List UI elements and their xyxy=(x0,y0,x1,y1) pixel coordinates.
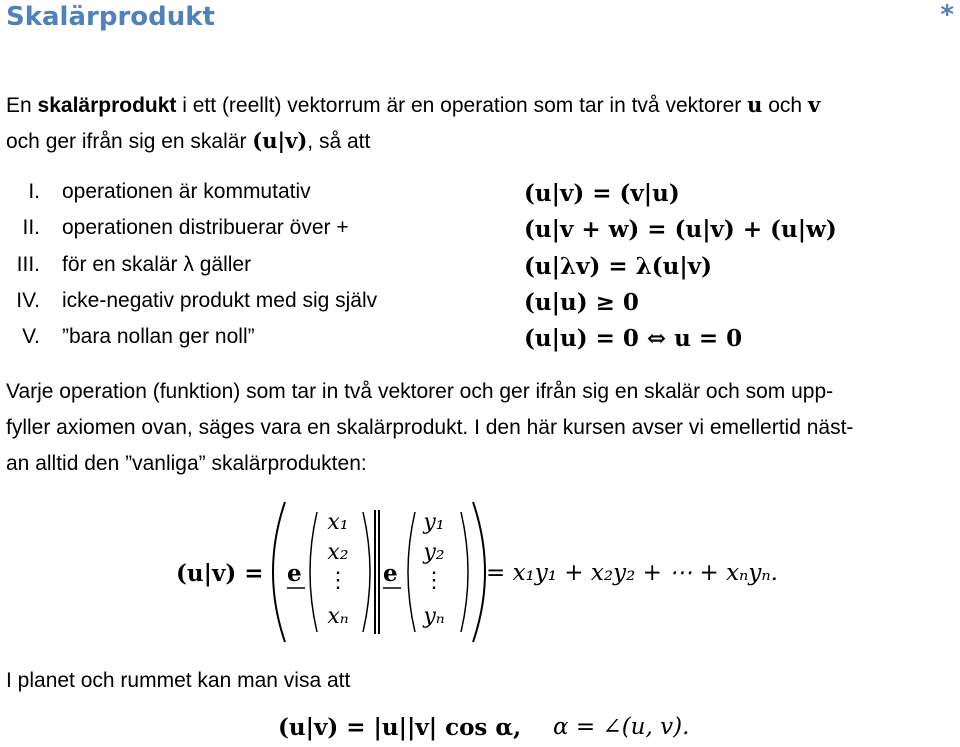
axiom-text: operationen är kommutativ xyxy=(62,180,311,203)
formula-lhs: (u|v) = xyxy=(176,560,264,587)
angle-definition: α = ∠(u, v). xyxy=(553,714,690,740)
x-vdots: ⋮ xyxy=(327,568,349,593)
axiom-formula: (u|u) = 0 ⇔ u = 0 xyxy=(524,325,743,352)
axiom-formula: (u|v + w) = (u|v) + (u|w) xyxy=(524,216,837,243)
x-component: x₁ xyxy=(327,510,349,535)
axiom-number: I. xyxy=(28,180,40,203)
asterisk-mark: * xyxy=(940,0,954,30)
basis-e: e xyxy=(287,560,302,587)
page-title: Skalärprodukt xyxy=(6,2,215,32)
axiom-item xyxy=(0,216,960,250)
intro-text: och xyxy=(762,94,808,117)
intro-text: En xyxy=(6,94,38,117)
axiom-text: ”bara nollan ger noll” xyxy=(62,325,255,348)
term-skalarprodukt: skalärprodukt xyxy=(37,94,177,117)
x-right-paren xyxy=(363,512,370,632)
cosine-formula: (u|v) = |u||v| cos α, xyxy=(278,714,522,741)
intro-text: , så att xyxy=(307,130,371,153)
y-vdots: ⋮ xyxy=(423,568,445,593)
axiom-item xyxy=(0,325,960,359)
axiom-item xyxy=(0,180,960,214)
intro-line-2 xyxy=(6,128,370,154)
basis-e: e xyxy=(383,560,398,587)
paragraph-line: I planet och rummet kan man visa att xyxy=(6,669,351,692)
outer-right-paren xyxy=(473,502,485,642)
y-right-paren xyxy=(461,512,468,632)
inline-formula: (u|v) xyxy=(252,128,308,153)
x-component: x₂ xyxy=(327,540,349,565)
vector-v: v xyxy=(807,92,821,117)
paragraph-line: Varje operation (funktion) som tar in två vektorer och ger ifrån sig en skalär och som upp- xyxy=(6,380,834,403)
axiom-text: för en skalär λ gäller xyxy=(62,253,252,276)
intro-text: i ett (reellt) vektorrum är en operation som tar in två vektorer xyxy=(176,94,748,117)
x-component: xₙ xyxy=(327,604,349,629)
axiom-number: IV. xyxy=(16,289,40,312)
intro-line-1 xyxy=(6,92,820,118)
paragraph-line: fyller axiomen ovan, säges vara en skalärprodukt. I den här kursen avser vi emellertid näst- xyxy=(6,416,854,439)
y-component: yₙ xyxy=(423,604,445,629)
formula-rhs: = x₁y₁ + x₂y₂ + ⋯ + xₙyₙ. xyxy=(486,560,778,586)
vector-u: u xyxy=(747,92,763,117)
axiom-number: II. xyxy=(22,216,40,239)
intro-text: och ger ifrån sig en skalär xyxy=(6,130,253,153)
axiom-formula: (u|u) ≥ 0 xyxy=(524,289,639,316)
x-left-paren xyxy=(310,512,317,632)
axiom-number: III. xyxy=(16,253,40,276)
axiom-item xyxy=(0,253,960,287)
axiom-number: V. xyxy=(22,325,40,348)
axiom-formula: (u|v) = (v|u) xyxy=(524,180,680,207)
axiom-text: operationen distribuerar över + xyxy=(62,216,349,239)
axiom-formula: (u|λv) = λ(u|v) xyxy=(524,253,712,280)
y-component: y₁ xyxy=(423,510,445,535)
axiom-text: icke-negativ produkt med sig själv xyxy=(62,289,378,312)
paragraph-line: an alltid den ”vanliga” skalärprodukten: xyxy=(6,452,367,475)
axiom-item xyxy=(0,289,960,323)
outer-left-paren xyxy=(273,502,285,642)
y-component: y₂ xyxy=(423,540,445,565)
